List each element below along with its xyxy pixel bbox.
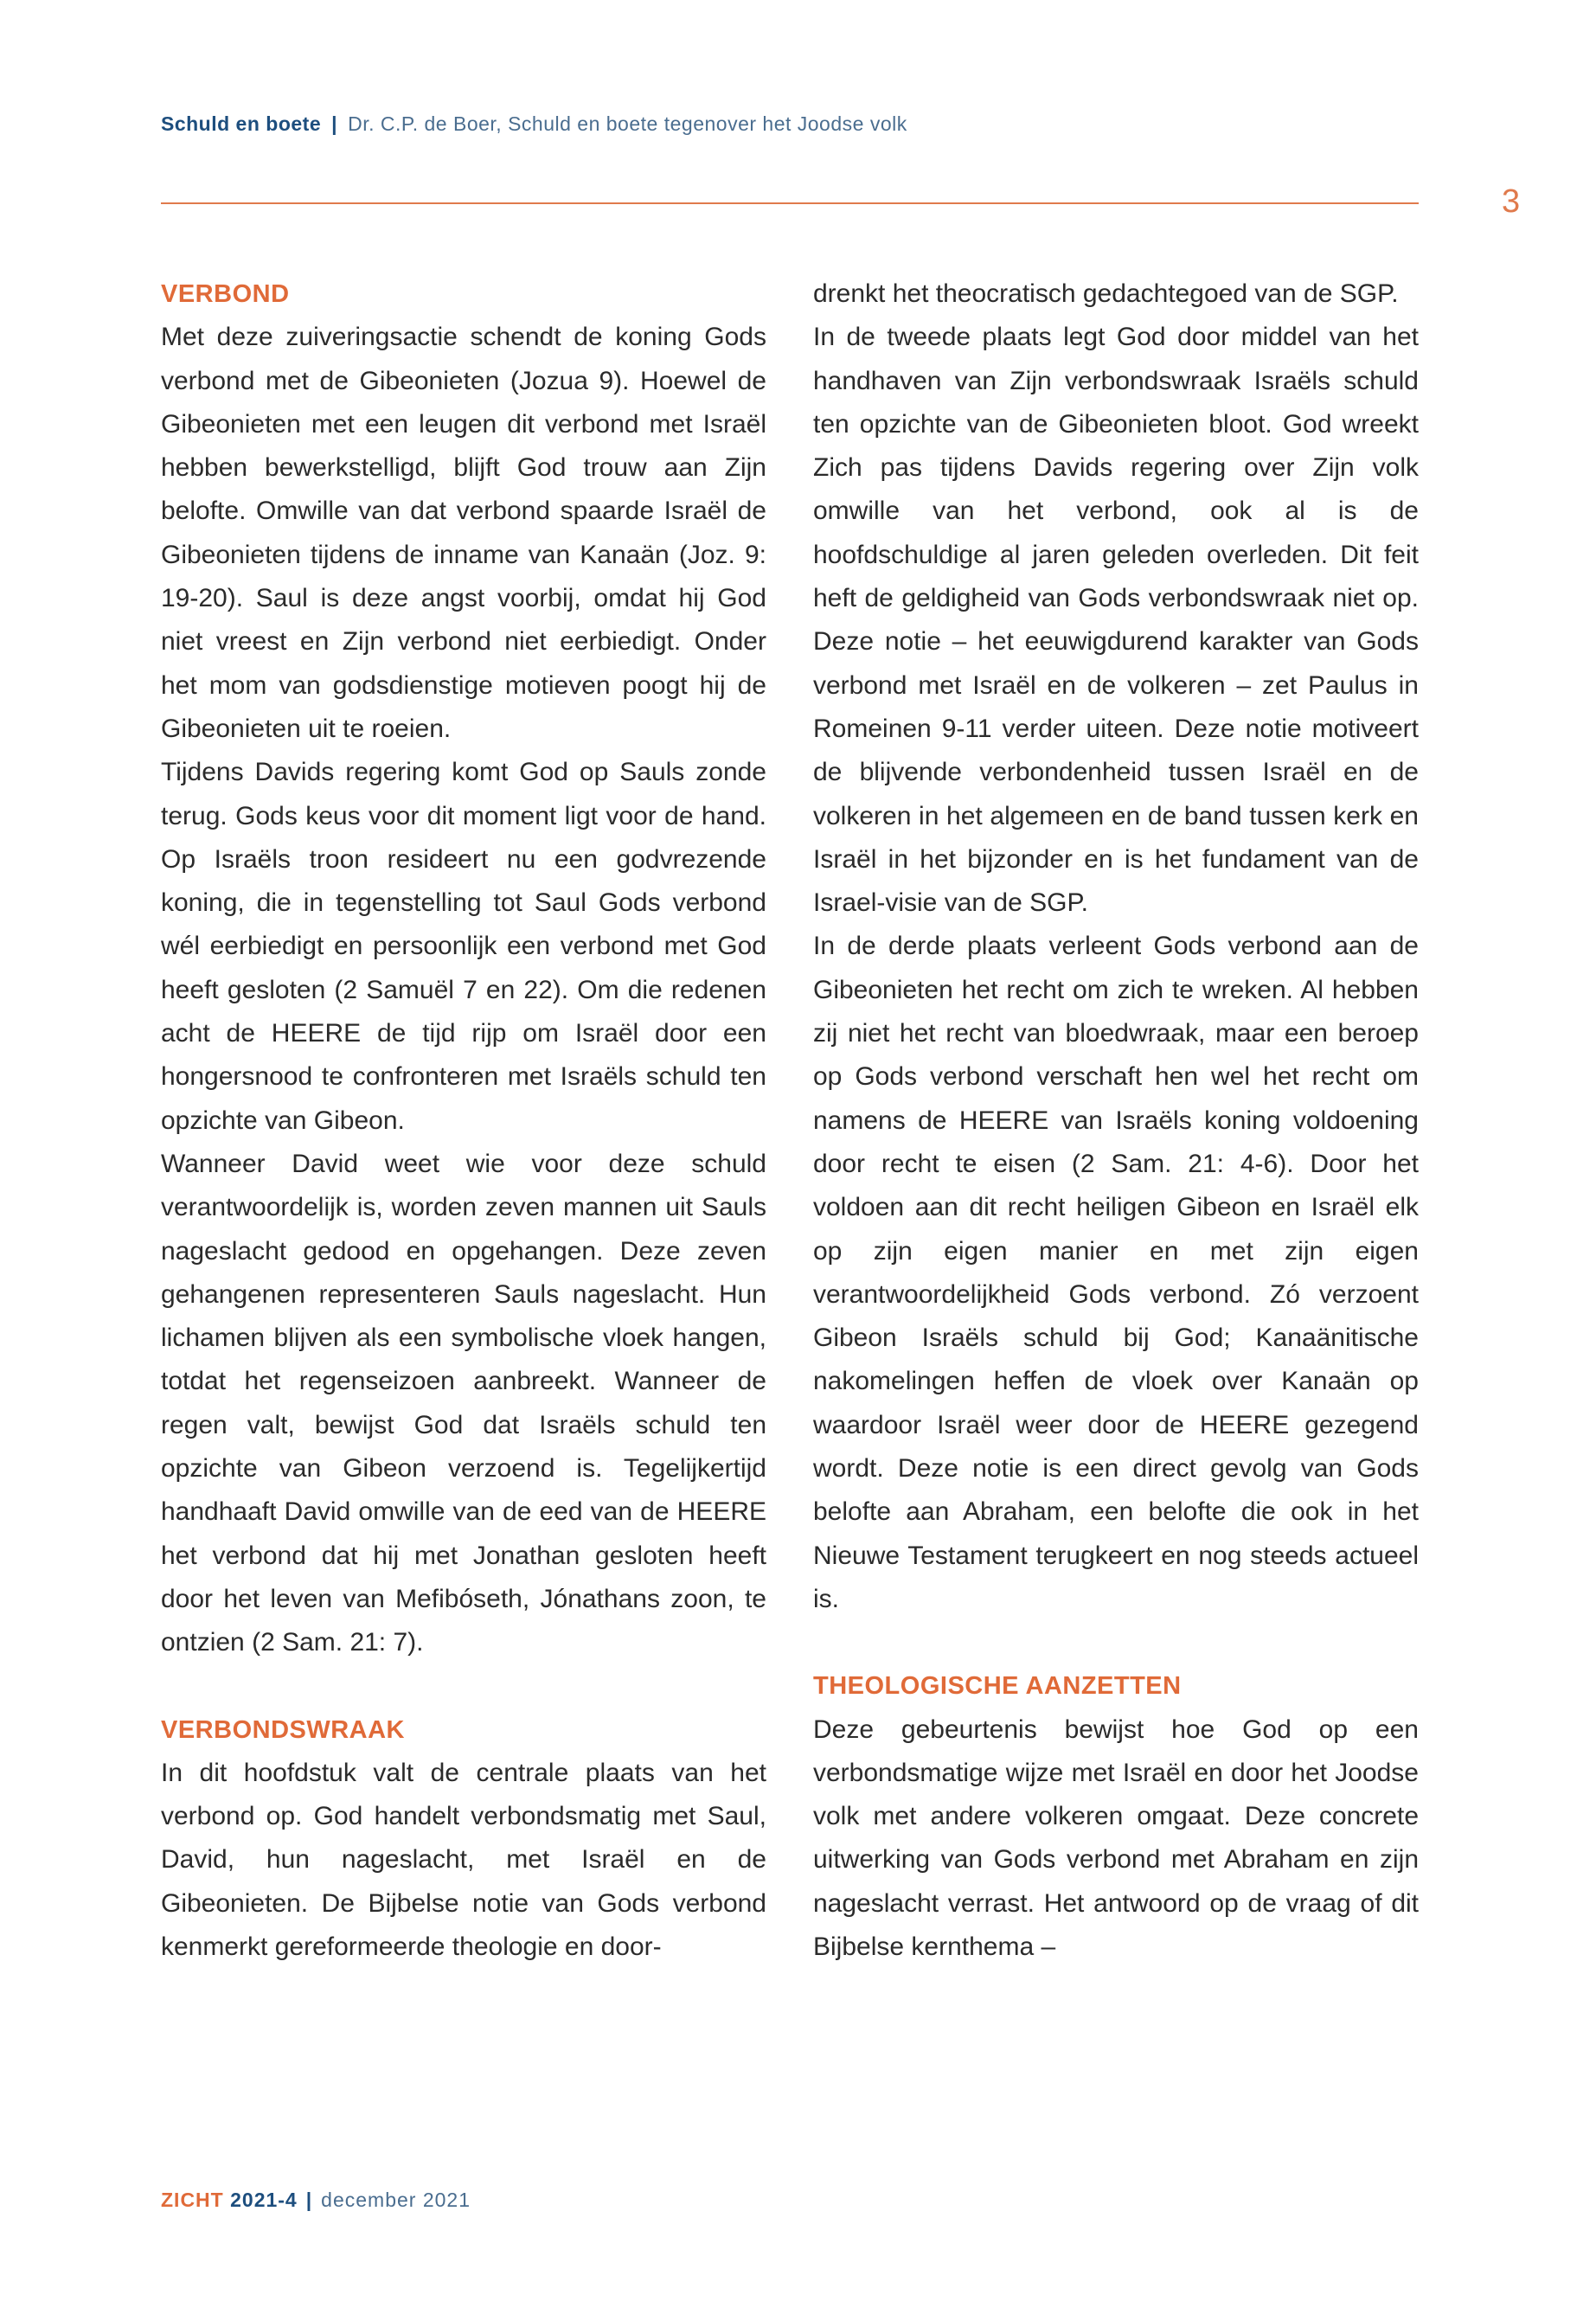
- paragraph: In de derde plaats verleent Gods verbond aan de Gibeonieten het recht om zich te wreken. Al hebben zij niet het recht van bloedwraak, maar een beroep op Gods verbond verschaft hen wel het recht om namens de HEERE van Israëls koning voldoening door recht te eisen (2 Sam. 21: 4-6). Door het voldoen aan dit recht heiligen Gibeon en Israël elk op zijn eigen manier en met zijn eigen verantwoordelijkheid Gods verbond. Zó verzoent Gibeon Israëls schuld bij God; Kanaänitische nakomelingen heffen de vloek over Kanaän op waardoor Israël weer door de HEERE gezegend wordt. Deze notie is een direct gevolg van Gods belofte aan Abraham, een belofte die ook in het Nieuwe Testament terugkeert en nog steeds actueel is.: [813, 932, 1419, 1613]
- paragraph: In dit hoofdstuk valt de centrale plaats van het verbond op. God handelt verbondsmatig met Saul, David, hun nageslacht, met Israël en de Gibeonieten. De Bijbelse notie van Gods verbond kenmerkt gereformeerde theologie en door-: [161, 1758, 766, 1961]
- running-header: [161, 112, 907, 136]
- footer-magazine: ZICHT: [161, 2189, 224, 2211]
- paragraph: Tijdens Davids regering komt God op Sauls zonde terug. Gods keus voor dit moment ligt voor de hand. Op Israëls troon resideert nu een godvrezende koning, die in tegenstelling tot Saul Gods verbond wél eerbiedigt en persoonlijk een verbond met God heeft gesloten (2 Samuël 7 en 22). Om die redenen acht de HEERE de tijd rijp om Israël door een hongersnood te confronteren met Israëls schuld ten opzichte van Gibeon.: [161, 758, 766, 1135]
- section-heading-verbondswraak: VERBONDSWRAAK: [161, 1715, 405, 1744]
- header-rule: [161, 202, 1419, 204]
- footer-date: december 2021: [321, 2189, 471, 2211]
- section-gap: [813, 1621, 1419, 1664]
- paragraph: Met deze zuiveringsactie schendt de koning Gods verbond met de Gibeonieten (Jozua 9). Hoewel de Gibeonieten met een leugen dit verbond met Israël hebben bewerkstelligd, blijft God trouw aan Zijn belofte. Omwille van dat verbond spaarde Israël de Gibeonieten tijdens de inname van Kanaän (Joz. 9: 19-20). Saul is deze angst voorbij, omdat hij God niet vreest en Zijn verbond niet eerbiedigt. Onder het mom van godsdienstige motieven poogt hij de Gibeonieten uit te roeien.: [161, 323, 766, 743]
- paragraph: drenkt het theocratisch gedachtegoed van de SGP.: [813, 279, 1399, 308]
- section-heading-verbond: VERBOND: [161, 280, 290, 308]
- paragraph: In de tweede plaats legt God door middel van het handhaven van Zijn verbondswraak Israëls schuld ten opzichte van de Gibeonieten bloot. God wreekt Zich pas tijdens Davids regering over Zijn volk omwille van het verbond, ook al is de hoofdschuldige al jaren geleden overleden. Dit feit heft de geldigheid van Gods verbondswraak niet op. Deze notie – het eeuwigdurend karakter van Gods verbond met Israël en de volkeren – zet Paulus in Romeinen 9-11 verder uiteen. Deze notie motiveert de blijvende verbondenheid tussen Israël en de volkeren in het algemeen en de band tussen kerk en Israël in het bijzonder en is het fundament van de Israel-visie van de SGP.: [813, 323, 1419, 918]
- section-gap: [161, 1665, 766, 1708]
- page-footer: [161, 2189, 471, 2212]
- header-subtitle: Dr. C.P. de Boer, Schuld en boete tegenover het Joodse volk: [348, 112, 907, 135]
- section-heading-theologische-aanzetten: THEOLOGISCHE AANZETTEN: [813, 1672, 1182, 1701]
- footer-issue: 2021-4: [230, 2189, 298, 2211]
- footer-separator: |: [305, 2189, 313, 2211]
- right-column: [813, 272, 1419, 1969]
- page-number: 3: [1502, 183, 1521, 220]
- paragraph: Wanneer David weet wie voor deze schuld verantwoordelijk is, worden zeven mannen uit Sauls nageslacht gedood en opgehangen. Deze zeven gehangenen representeren Sauls nageslacht. Hun lichamen blijven als een symbolische vloek hangen, totdat het regenseizoen aanbreekt. Wanneer de regen valt, bewijst God dat Israëls schuld ten opzichte van Gibeon verzoend is. Tegelijkertijd handhaaft David omwille van de eed van de HEERE het verbond dat hij met Jonathan gesloten heeft door het leven van Mefibóseth, Jónathans zoon, te ontzien (2 Sam. 21: 7).: [161, 1149, 766, 1657]
- left-column: [161, 272, 766, 1969]
- header-section-title: Schuld en boete: [161, 112, 322, 135]
- header-separator: |: [331, 112, 338, 135]
- paragraph: Deze gebeurtenis bewijst hoe God op een verbondsmatige wijze met Israël en door het Joodse volk met andere volkeren omgaat. Deze concrete uitwerking van Gods verbond met Abraham en zijn nageslacht verrast. Het antwoord op de vraag of dit Bijbelse kernthema –: [813, 1715, 1419, 1961]
